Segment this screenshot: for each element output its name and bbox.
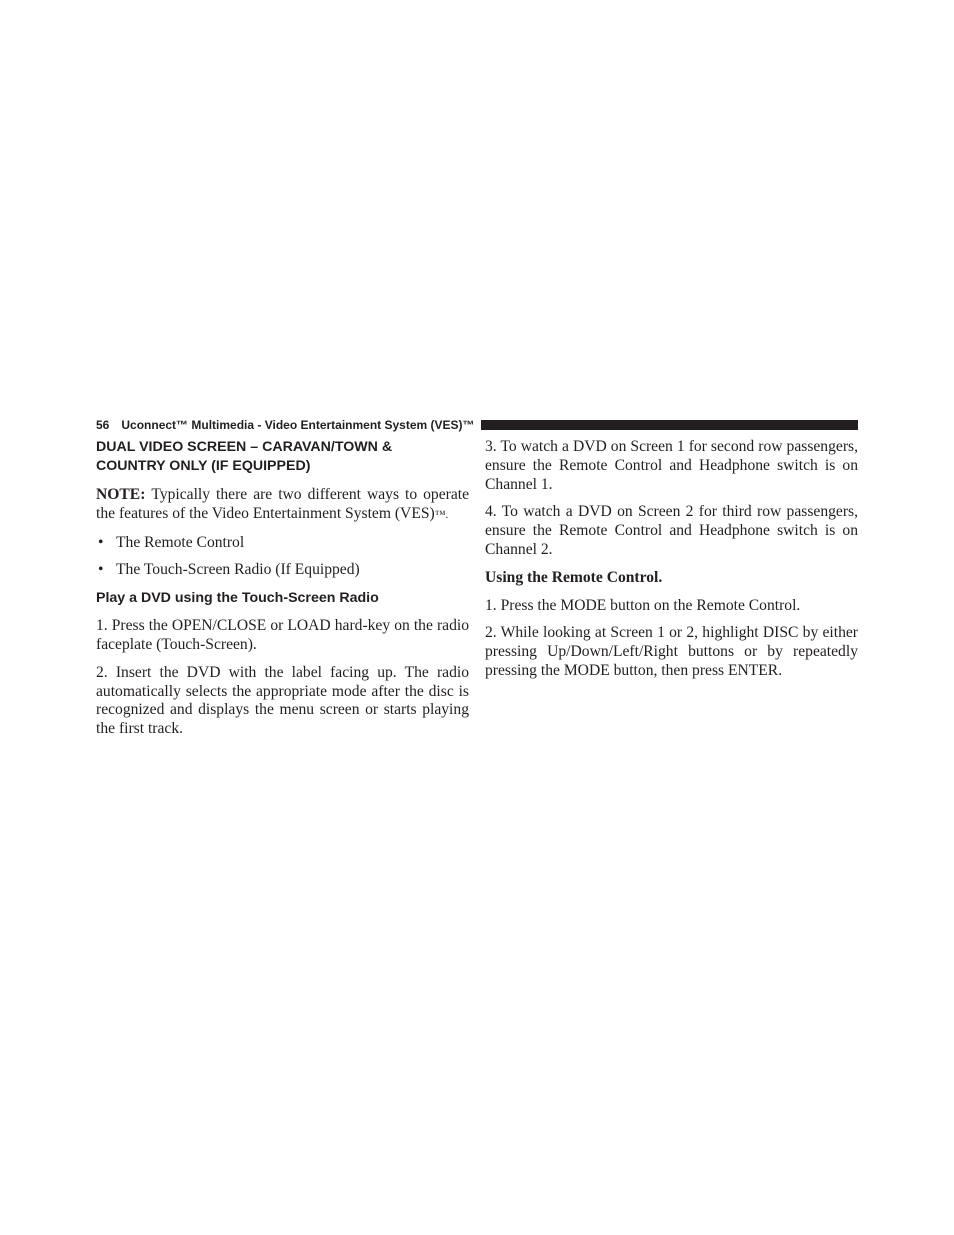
header-rule — [481, 420, 858, 430]
step-1: 1. Press the OPEN/CLOSE or LOAD hard-key on the radio faceplate (Touch-Screen). — [96, 617, 469, 653]
left-column — [96, 438, 469, 748]
list-item — [96, 534, 469, 553]
note-label: NOTE: — [96, 486, 146, 503]
step-2: 2. Insert the DVD with the label facing up. The radio automatically selects the appropriate mode after the disc is recognized and displays the menu screen or starts playing the first track. — [96, 663, 469, 738]
remote-step-1: 1. Press the MODE button on the Remote Control. — [485, 596, 801, 614]
note-trademark: ™. — [434, 508, 449, 521]
subheading-touch-screen: Play a DVD using the Touch-Screen Radio — [96, 590, 379, 607]
subheading-remote-control: Using the Remote Control. — [485, 568, 663, 586]
list-item-text: The Remote Control — [116, 533, 245, 551]
list-item-text: The Touch-Screen Radio (If Equipped) — [116, 561, 360, 579]
note-text: Typically there are two different ways to operate the features of the Video Entertainment System (VES) — [96, 486, 469, 522]
section-heading-line-1: DUAL VIDEO SCREEN – CARAVAN/TOWN & — [96, 439, 393, 455]
section-heading-line-2: COUNTRY ONLY (IF EQUIPPED) — [96, 458, 311, 474]
step-3: 3. To watch a DVD on Screen 1 for second row passengers, ensure the Remote Control and Headphone switch is on Channel 1. — [485, 438, 858, 493]
page-number: 56 — [96, 418, 110, 432]
bullet-icon: • — [98, 533, 104, 551]
step-4: 4. To watch a DVD on Screen 2 for third row passengers, ensure the Remote Control and Headphone switch is on Channel 2. — [485, 503, 858, 558]
running-header — [96, 416, 858, 434]
section-heading — [96, 438, 469, 476]
bullet-icon: • — [98, 561, 104, 579]
note-paragraph — [96, 486, 469, 525]
remote-step-2: 2. While looking at Screen 1 or 2, highlight DISC by either pressing Up/Down/Left/Right buttons or by repeatedly pressing the MODE button, then press ENTER. — [485, 624, 858, 679]
right-column — [485, 438, 858, 690]
list-item — [96, 561, 469, 580]
header-title: Uconnect™ Multimedia - Video Entertainment System (VES)™ — [121, 418, 475, 432]
